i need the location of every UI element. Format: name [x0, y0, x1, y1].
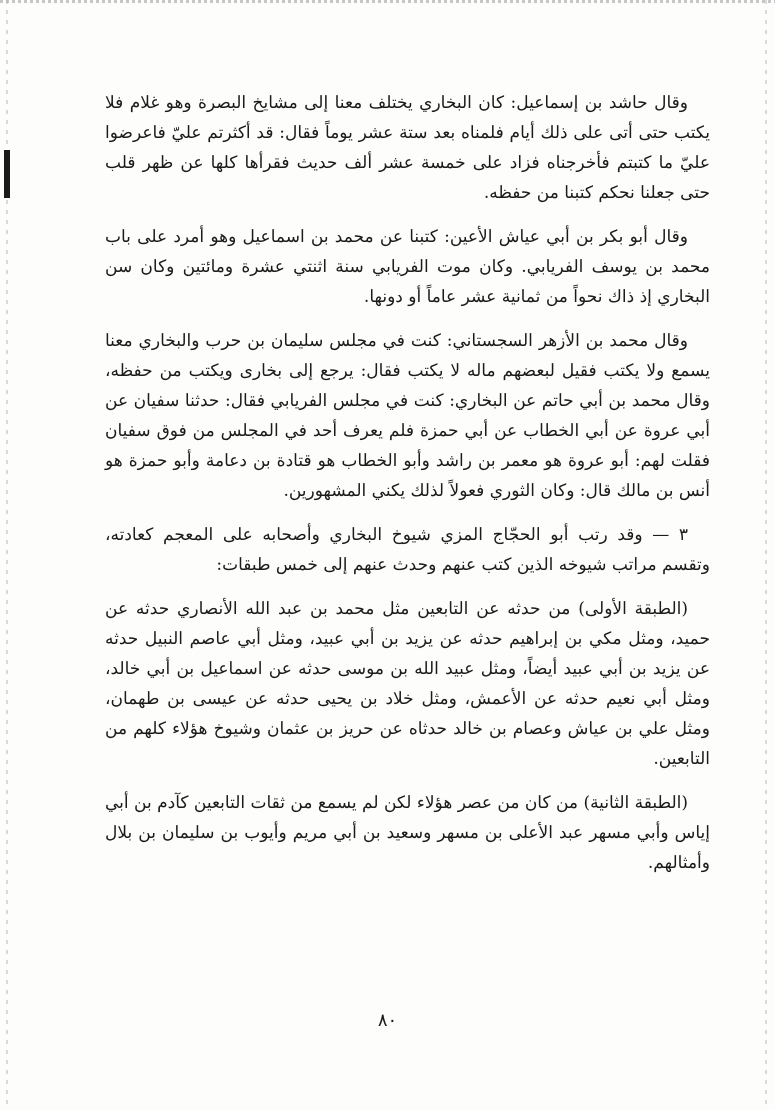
paragraph-abu-bakr: وقال أبو بكر بن أبي عياش الأعين: كتبنا عن محمد بن اسماعيل وهو أمرد على باب محمد بن يوسف الفريابي. وكان موت الفريابي سنة اثنتي عشرة ومائتين وكان سن البخاري إذ ذاك نحواً من ثمانية عشر عاماً أو دونها. [105, 227, 710, 307]
page-number: ٨٠ [377, 1010, 398, 1031]
paragraph-sijistani: وقال محمد بن الأزهر السجستاني: كنت في مجلس سليمان بن حرب والبخاري معنا يسمع ولا يكتب فقيل لبعضهم ماله لا يكتب فقال: يرجع إلى بخارى ويكتب من حفظه، وقال محمد بن أبي حاتم عن البخاري: كنت في مجلس الفريابي فقال: حدثنا سفيان عن أبي عروة عن أبي الخطاب عن أبي حمزة فلم يعرف أحد في المجلس من فوق سفيان فقلت لهم: أبو عروة هو معمر بن راشد وأبو الخطاب هو قتادة بن دعامة وأبو حمزة هو أنس بن مالك قال: وكان الثوري فعولاً لذلك يكني المشهورين. [105, 331, 710, 501]
paragraph-first-tier: (الطبقة الأولى) من حدثه عن التابعين مثل محمد بن عبد الله الأنصاري حدثه عن حميد، ومثل مكي بن إبراهيم حدثه عن يزيد بن أبي عبيد، ومثل أبي عاصم النبيل حدثه عن يزيد بن أبي عبيد أيضاً، ومثل عبيد الله بن موسى حدثه عن اسماعيل بن أبي خالد، ومثل أبي نعيم حدثه عن الأعمش، ومثل خلاد بن يحيى حدثه عن عيسى بن طهمان، ومثل علي بن عياش وعصام بن خالد حدثاه عن حريز بن عثمان وشيوخ هؤلاء كلهم من التابعين. [105, 599, 710, 769]
margin-mark [4, 150, 10, 198]
body-text [105, 88, 710, 892]
paragraph-hashid: وقال حاشد بن إسماعيل: كان البخاري يختلف معنا إلى مشايخ البصرة وهو غلام فلا يكتب حتى أتى على ذلك أيام فلمناه بعد ستة عشر يوماً فقال: قد أكثرتم عليّ فاعرضوا عليّ ما كتبتم فأخرجناه فزاد على خمسة عشر ألف حديث فقرأها كلها عن ظهر قلب حتى جعلنا نحكم كتبنا من حفظه. [105, 93, 710, 203]
paragraph-section-3: ٣ — وقد رتب أبو الحجّاج المزي شيوخ البخاري وأصحابه على المعجم كعادته، وتقسم مراتب شيوخه الذين كتب عنهم وحدث عنهم إلى خمس طبقات: [105, 525, 710, 575]
top-edge-rule [0, 0, 775, 3]
right-edge-rule [765, 0, 767, 1110]
paragraph-second-tier: (الطبقة الثانية) من كان من عصر هؤلاء لكن لم يسمع من ثقات التابعين كآدم بن أبي إياس وأبي مسهر عبد الأعلى بن مسهر وسعيد بن أبي مريم وأيوب بن سليمان بن بلال وأمثالهم. [105, 793, 710, 873]
